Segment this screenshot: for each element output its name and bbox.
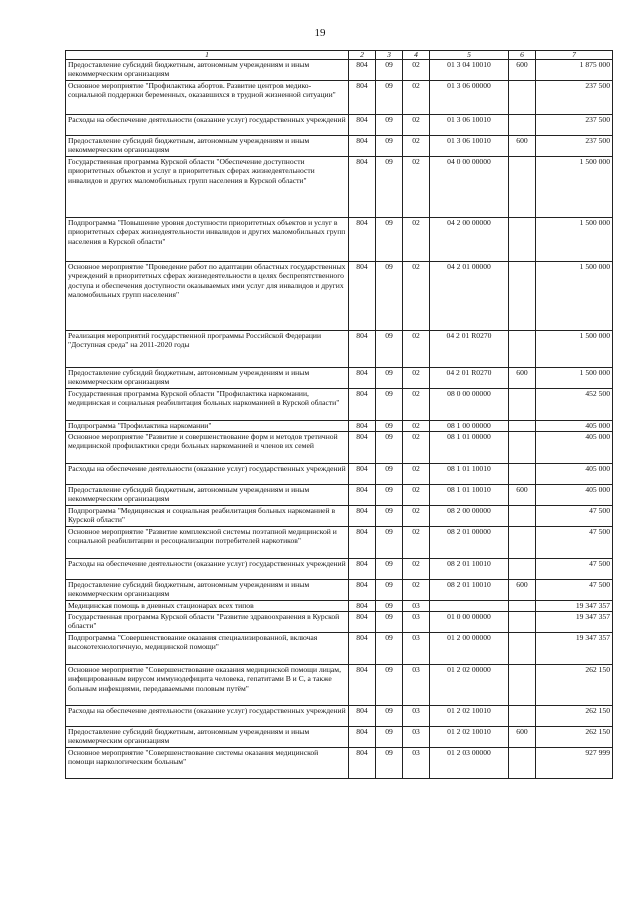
amount-cell: 47 500 (536, 559, 613, 580)
subsection-cell: 02 (403, 506, 430, 527)
table-row (66, 665, 613, 706)
target-article-cell: 04 0 00 00000 (430, 157, 509, 218)
expense-type-cell (509, 612, 536, 633)
row-name-cell: Предоставление субсидий бюджетным, автономным учреждениям и иным некоммерческим организациям (66, 60, 349, 81)
admin-code-cell: 804 (349, 527, 376, 559)
amount-cell: 1 500 000 (536, 331, 613, 368)
amount-cell: 47 500 (536, 527, 613, 559)
target-article-cell: 01 2 02 10010 (430, 706, 509, 727)
target-article-cell: 04 2 01 R0270 (430, 368, 509, 389)
section-cell: 09 (376, 262, 403, 331)
row-name-cell: Предоставление субсидий бюджетным, автономным учреждениям и иным некоммерческим организациям (66, 136, 349, 157)
table-row (66, 706, 613, 727)
row-name-cell: Государственная программа Курской области "Обеспечение доступности приоритетных объектов и услуг в приоритетных сферах жизнедеятельности инвалидов и других маломобильных групп населения в Курской области" (66, 157, 349, 218)
amount-cell: 19 347 357 (536, 633, 613, 665)
row-name-cell: Расходы на обеспечение деятельности (оказание услуг) государственных учреждений (66, 706, 349, 727)
target-article-cell: 08 2 01 10010 (430, 559, 509, 580)
amount-cell: 237 500 (536, 81, 613, 115)
table-row (66, 580, 613, 601)
row-name-cell: Расходы на обеспечение деятельности (оказание услуг) государственных учреждений (66, 559, 349, 580)
row-name-cell: Основное мероприятие "Профилактика абортов. Развитие центров медико-социальной поддержки беременных, оказавшихся в трудной жизненной ситуации" (66, 81, 349, 115)
admin-code-cell: 804 (349, 506, 376, 527)
section-cell: 09 (376, 115, 403, 136)
amount-cell: 262 150 (536, 727, 613, 748)
section-cell: 09 (376, 157, 403, 218)
expense-type-cell (509, 559, 536, 580)
row-name-cell: Предоставление субсидий бюджетным, автономным учреждениям и иным некоммерческим организациям (66, 485, 349, 506)
admin-code-cell: 804 (349, 157, 376, 218)
table-row (66, 464, 613, 485)
admin-code-cell: 804 (349, 331, 376, 368)
row-name-cell: Медицинская помощь в дневных стационарах всех типов (66, 601, 349, 612)
target-article-cell: 01 0 00 00000 (430, 612, 509, 633)
expense-type-cell (509, 331, 536, 368)
section-cell: 09 (376, 421, 403, 432)
column-header: 6 (509, 51, 536, 60)
subsection-cell: 02 (403, 136, 430, 157)
expense-type-cell (509, 421, 536, 432)
table-row (66, 432, 613, 464)
table-row (66, 262, 613, 331)
row-name-cell: Расходы на обеспечение деятельности (оказание услуг) государственных учреждений (66, 115, 349, 136)
amount-cell: 405 000 (536, 485, 613, 506)
row-name-cell: Предоставление субсидий бюджетным, автономным учреждениям и иным некоммерческим организациям (66, 368, 349, 389)
subsection-cell: 02 (403, 368, 430, 389)
target-article-cell: 08 2 01 10010 (430, 580, 509, 601)
subsection-cell: 02 (403, 262, 430, 331)
admin-code-cell: 804 (349, 706, 376, 727)
table-row (66, 748, 613, 779)
section-cell: 09 (376, 601, 403, 612)
section-cell: 09 (376, 748, 403, 779)
subsection-cell: 02 (403, 527, 430, 559)
table-row (66, 115, 613, 136)
target-article-cell: 08 1 01 00000 (430, 432, 509, 464)
expense-type-cell (509, 748, 536, 779)
column-header: 3 (376, 51, 403, 60)
row-name-cell: Основное мероприятие "Совершенствование системы оказания медицинской помощи наркологическим больным" (66, 748, 349, 779)
subsection-cell: 03 (403, 706, 430, 727)
admin-code-cell: 804 (349, 559, 376, 580)
expense-type-cell (509, 218, 536, 262)
admin-code-cell: 804 (349, 464, 376, 485)
expense-type-cell (509, 389, 536, 421)
row-name-cell: Государственная программа Курской области "Профилактика наркомании, медицинская и социальная реабилитация больных наркоманией в Курской области" (66, 389, 349, 421)
subsection-cell: 03 (403, 727, 430, 748)
expense-type-cell (509, 633, 536, 665)
amount-cell: 405 000 (536, 464, 613, 485)
admin-code-cell: 804 (349, 389, 376, 421)
subsection-cell: 02 (403, 157, 430, 218)
section-cell: 09 (376, 665, 403, 706)
column-header: 7 (536, 51, 613, 60)
admin-code-cell: 804 (349, 136, 376, 157)
column-header: 5 (430, 51, 509, 60)
subsection-cell: 03 (403, 665, 430, 706)
amount-cell: 19 347 357 (536, 601, 613, 612)
target-article-cell: 08 1 00 00000 (430, 421, 509, 432)
subsection-cell: 02 (403, 218, 430, 262)
table-row (66, 485, 613, 506)
expense-type-cell (509, 527, 536, 559)
subsection-cell: 02 (403, 389, 430, 421)
row-name-cell: Подпрограмма "Совершенствование оказания специализированной, включая высокотехнологичную, медицинской помощи" (66, 633, 349, 665)
table-row (66, 612, 613, 633)
target-article-cell: 01 3 06 10010 (430, 136, 509, 157)
expense-type-cell (509, 706, 536, 727)
subsection-cell: 02 (403, 485, 430, 506)
admin-code-cell: 804 (349, 115, 376, 136)
row-name-cell: Государственная программа Курской области "Развитие здравоохранения в Курской области" (66, 612, 349, 633)
target-article-cell: 01 2 02 10010 (430, 727, 509, 748)
table-row (66, 633, 613, 665)
column-header: 2 (349, 51, 376, 60)
row-name-cell: Подпрограмма "Повышение уровня доступности приоритетных объектов и услуг в приоритетных сферах жизнедеятельности инвалидов и других маломобильных групп населения в Курской области" (66, 218, 349, 262)
amount-cell: 1 875 000 (536, 60, 613, 81)
row-name-cell: Реализация мероприятий государственной программы Российской Федерации "Доступная среда" на 2011-2020 годы (66, 331, 349, 368)
subsection-cell: 02 (403, 60, 430, 81)
section-cell: 09 (376, 612, 403, 633)
amount-cell: 452 500 (536, 389, 613, 421)
row-name-cell: Основное мероприятие "Развитие комплексной системы поэтапной медицинской и социальной реабилитации и ресоциализации потребителей наркотиков" (66, 527, 349, 559)
amount-cell: 1 500 000 (536, 157, 613, 218)
target-article-cell: 08 1 01 10010 (430, 485, 509, 506)
row-name-cell: Предоставление субсидий бюджетным, автономным учреждениям и иным некоммерческим организациям (66, 727, 349, 748)
section-cell: 09 (376, 485, 403, 506)
subsection-cell: 02 (403, 331, 430, 368)
admin-code-cell: 804 (349, 601, 376, 612)
subsection-cell: 02 (403, 464, 430, 485)
amount-cell: 237 500 (536, 136, 613, 157)
amount-cell: 47 500 (536, 580, 613, 601)
target-article-cell: 08 1 01 10010 (430, 464, 509, 485)
subsection-cell: 02 (403, 432, 430, 464)
table-body (66, 60, 613, 779)
subsection-cell: 03 (403, 601, 430, 612)
table-row (66, 559, 613, 580)
section-cell: 09 (376, 81, 403, 115)
admin-code-cell: 804 (349, 665, 376, 706)
admin-code-cell: 804 (349, 262, 376, 331)
expense-type-cell (509, 81, 536, 115)
admin-code-cell: 804 (349, 421, 376, 432)
row-name-cell: Подпрограмма "Медицинская и социальная реабилитация больных наркоманией в Курской области" (66, 506, 349, 527)
admin-code-cell: 804 (349, 81, 376, 115)
row-name-cell: Расходы на обеспечение деятельности (оказание услуг) государственных учреждений (66, 464, 349, 485)
table-row (66, 136, 613, 157)
section-cell: 09 (376, 218, 403, 262)
section-cell: 09 (376, 136, 403, 157)
table-row (66, 157, 613, 218)
section-cell: 09 (376, 727, 403, 748)
table-row (66, 421, 613, 432)
table-row (66, 81, 613, 115)
section-cell: 09 (376, 60, 403, 81)
expense-type-cell (509, 115, 536, 136)
amount-cell: 1 500 000 (536, 218, 613, 262)
table-row (66, 331, 613, 368)
target-article-cell: 04 2 00 00000 (430, 218, 509, 262)
target-article-cell: 01 2 03 00000 (430, 748, 509, 779)
page-number: 19 (314, 27, 326, 39)
amount-cell: 1 500 000 (536, 368, 613, 389)
section-cell: 09 (376, 706, 403, 727)
amount-cell: 19 347 357 (536, 612, 613, 633)
subsection-cell: 02 (403, 81, 430, 115)
target-article-cell: 08 0 00 00000 (430, 389, 509, 421)
expense-type-cell (509, 432, 536, 464)
section-cell: 09 (376, 432, 403, 464)
expense-type-cell (509, 601, 536, 612)
subsection-cell: 03 (403, 748, 430, 779)
expense-type-cell: 600 (509, 727, 536, 748)
expense-type-cell: 600 (509, 580, 536, 601)
row-name-cell: Подпрограмма "Профилактика наркомании" (66, 421, 349, 432)
amount-cell: 262 150 (536, 706, 613, 727)
table-row (66, 60, 613, 81)
subsection-cell: 02 (403, 115, 430, 136)
table-row (66, 368, 613, 389)
row-name-cell: Предоставление субсидий бюджетным, автономным учреждениям и иным некоммерческим организациям (66, 580, 349, 601)
table-row (66, 218, 613, 262)
table-row (66, 727, 613, 748)
admin-code-cell: 804 (349, 368, 376, 389)
target-article-cell (430, 601, 509, 612)
admin-code-cell: 804 (349, 748, 376, 779)
subsection-cell: 02 (403, 559, 430, 580)
target-article-cell: 01 3 06 00000 (430, 81, 509, 115)
amount-cell: 1 500 000 (536, 262, 613, 331)
section-cell: 09 (376, 389, 403, 421)
amount-cell: 262 150 (536, 665, 613, 706)
section-cell: 09 (376, 527, 403, 559)
admin-code-cell: 804 (349, 432, 376, 464)
budget-table (65, 50, 613, 779)
amount-cell: 927 999 (536, 748, 613, 779)
target-article-cell: 04 2 01 R0270 (430, 331, 509, 368)
expense-type-cell (509, 506, 536, 527)
expense-type-cell: 600 (509, 136, 536, 157)
amount-cell: 405 000 (536, 421, 613, 432)
expense-type-cell: 600 (509, 368, 536, 389)
target-article-cell: 08 2 01 00000 (430, 527, 509, 559)
admin-code-cell: 804 (349, 612, 376, 633)
table-header-row (66, 51, 613, 60)
expense-type-cell (509, 464, 536, 485)
section-cell: 09 (376, 559, 403, 580)
row-name-cell: Основное мероприятие "Развитие и совершенствование форм и методов третичной медицинской профилактики среди больных наркоманией и членов их семей (66, 432, 349, 464)
subsection-cell: 03 (403, 612, 430, 633)
amount-cell: 405 000 (536, 432, 613, 464)
section-cell: 09 (376, 506, 403, 527)
admin-code-cell: 804 (349, 485, 376, 506)
target-article-cell: 01 2 00 00000 (430, 633, 509, 665)
target-article-cell: 01 3 06 10010 (430, 115, 509, 136)
column-header: 1 (66, 51, 349, 60)
expense-type-cell (509, 157, 536, 218)
target-article-cell: 04 2 01 00000 (430, 262, 509, 331)
amount-cell: 47 500 (536, 506, 613, 527)
table-row (66, 506, 613, 527)
admin-code-cell: 804 (349, 60, 376, 81)
subsection-cell: 03 (403, 633, 430, 665)
admin-code-cell: 804 (349, 727, 376, 748)
expense-type-cell: 600 (509, 60, 536, 81)
column-header: 4 (403, 51, 430, 60)
section-cell: 09 (376, 633, 403, 665)
section-cell: 09 (376, 580, 403, 601)
subsection-cell: 02 (403, 580, 430, 601)
section-cell: 09 (376, 368, 403, 389)
expense-type-cell (509, 262, 536, 331)
row-name-cell: Основное мероприятие "Проведение работ по адаптации областных государственных учреждений в приоритетных сферах жизнедеятельности в целях беспрепятственного доступа и обеспечения доступности оказываемых ими услуг для инвалидов и других маломобильных групп населения" (66, 262, 349, 331)
expense-type-cell (509, 665, 536, 706)
target-article-cell: 01 3 04 10010 (430, 60, 509, 81)
expense-type-cell: 600 (509, 485, 536, 506)
section-cell: 09 (376, 331, 403, 368)
admin-code-cell: 804 (349, 218, 376, 262)
target-article-cell: 01 2 02 00000 (430, 665, 509, 706)
row-name-cell: Основное мероприятие "Совершенствование оказания медицинской помощи лицам, инфицированным вирусом иммунодефицита человека, гепатитами В и С, а также больным инфекциями, передаваемыми половым путём" (66, 665, 349, 706)
subsection-cell: 02 (403, 421, 430, 432)
amount-cell: 237 500 (536, 115, 613, 136)
table-row (66, 389, 613, 421)
table-row (66, 601, 613, 612)
table-row (66, 527, 613, 559)
admin-code-cell: 804 (349, 580, 376, 601)
target-article-cell: 08 2 00 00000 (430, 506, 509, 527)
section-cell: 09 (376, 464, 403, 485)
admin-code-cell: 804 (349, 633, 376, 665)
